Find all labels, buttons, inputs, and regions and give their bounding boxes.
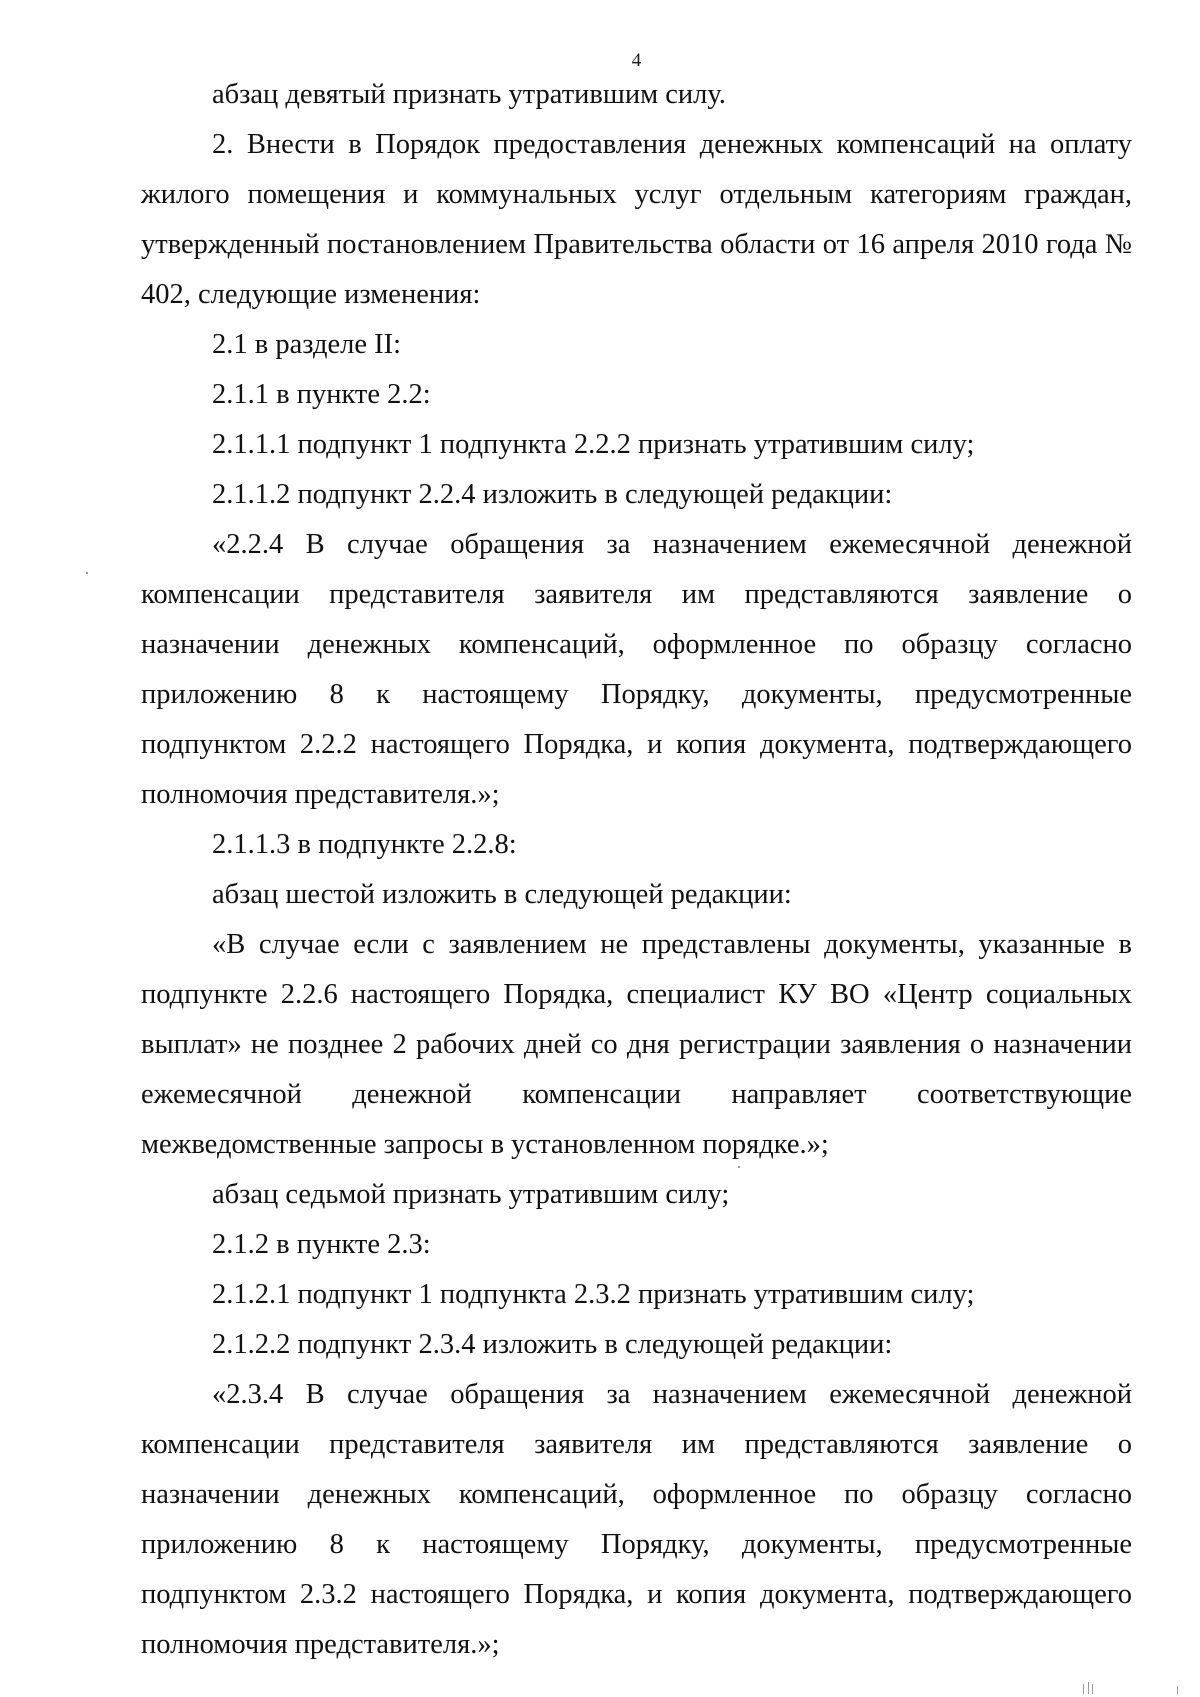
- paragraph-5: 2.1.1.1 подпункт 1 подпункта 2.2.2 признать утратившим силу;: [212, 429, 975, 460]
- paragraph-13: 2.1.2.1 подпункт 1 подпункта 2.3.2 признать утратившим силу;: [212, 1279, 975, 1310]
- paragraph-11: абзац седьмой признать утратившим силу;: [212, 1179, 730, 1210]
- paragraph-14: 2.1.2.2 подпункт 2.3.4 изложить в следующей редакции:: [212, 1329, 893, 1360]
- paragraph-9: абзац шестой изложить в следующей редакции:: [212, 879, 792, 910]
- paragraph-4: 2.1.1 в пункте 2.2:: [212, 379, 431, 410]
- paragraph-12: 2.1.2 в пункте 2.3:: [212, 1229, 431, 1260]
- page-number: 4: [631, 50, 642, 71]
- scan-speck: [86, 572, 88, 574]
- paragraph-1: абзац девятый признать утратившим силу.: [212, 79, 726, 110]
- paragraph-15: «2.3.4 В случае обращения за назначением ежемесячной денежной компенсации представителя заявителя им представляются заявление о назначении денежных компенсаций, оформленное по образцу согласно приложению 8 к настоящему Порядку, документы, предусмотренные подпунктом 2.3.2 настоящего Порядка, и копия документа, подтверждающего полномочия представителя.»;: [141, 1379, 1132, 1660]
- scan-speck: [1083, 1684, 1084, 1694]
- paragraph-2: 2. Внести в Порядок предоставления денежных компенсаций на оплату жилого помещения и коммунальных услуг отдельным категориям граждан, утвержденный постановлением Правительства области от 16 апреля 2010 года № 402, следующие изменения:: [141, 129, 1132, 310]
- paragraph-7: «2.2.4 В случае обращения за назначением ежемесячной денежной компенсации представителя заявителя им представляются заявление о назначении денежных компенсаций, оформленное по образцу согласно приложению 8 к настоящему Порядку, документы, предусмотренные подпунктом 2.2.2 настоящего Порядка, и копия документа, подтверждающего полномочия представителя.»;: [141, 529, 1132, 810]
- paragraph-8: 2.1.1.3 в подпункте 2.2.8:: [212, 829, 517, 860]
- scan-speck: [1177, 1686, 1178, 1694]
- scan-speck: [1092, 1684, 1093, 1694]
- scan-speck: [1088, 1682, 1089, 1694]
- paragraph-6: 2.1.1.2 подпункт 2.2.4 изложить в следующей редакции:: [212, 479, 893, 510]
- document-body: [141, 70, 1132, 1670]
- paragraph-10: «В случае если с заявлением не представлены документы, указанные в подпункте 2.2.6 настоящего Порядка, специалист КУ ВО «Центр социальных выплат» не позднее 2 рабочих дней со дня регистрации заявления о назначении ежемесячной денежной компенсации направляет соответствующие межведомственные запросы в установленном порядке.»;: [141, 929, 1132, 1160]
- paragraph-3: 2.1 в разделе II:: [212, 329, 402, 360]
- scan-speck: [738, 1166, 740, 1168]
